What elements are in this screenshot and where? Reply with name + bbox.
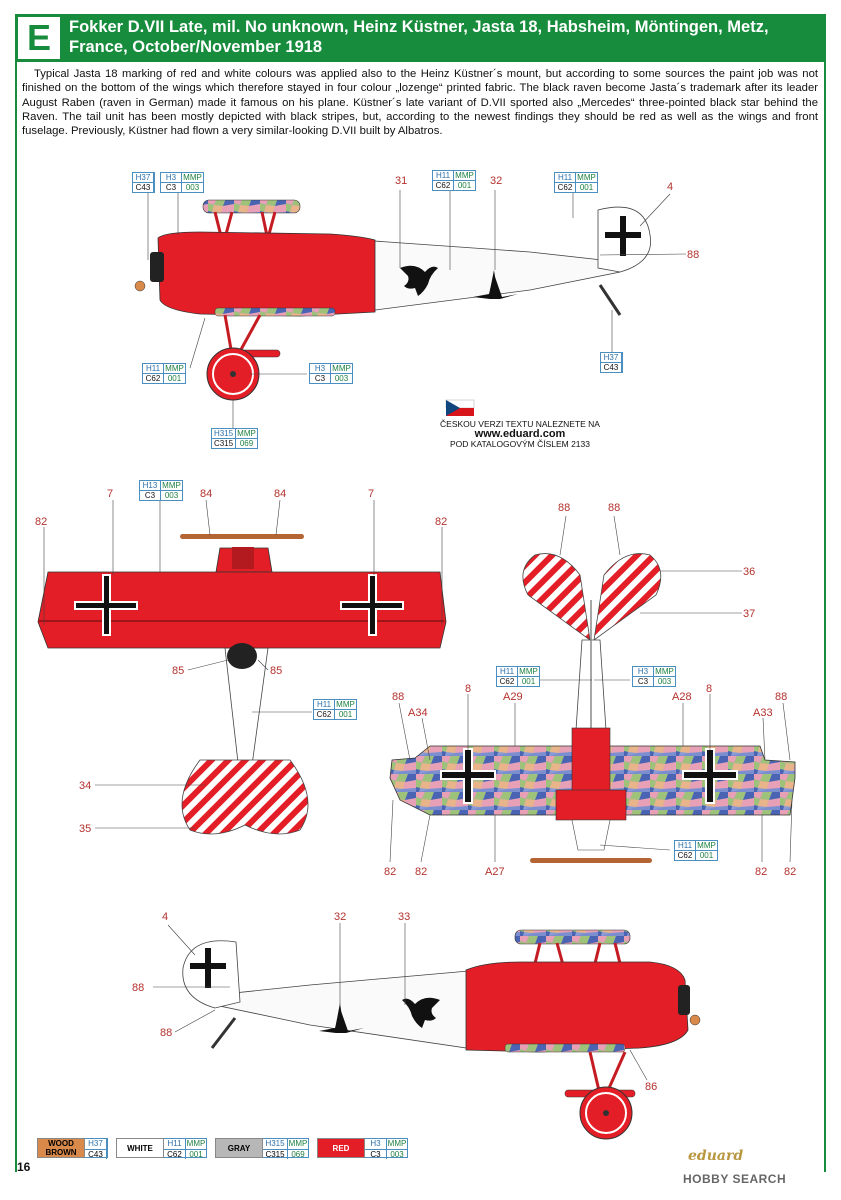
intro-text: Typical Jasta 18 marking of red and white colours was applied also to the Heinz Küstner´s mount, but according to some sources the paint job was not finished on the bottom of the wings which therefore stayed in four colour „lozenge“ printed fabric. The black raven become Jasta´s trademark after its leader August Raben (raven in German) made it famous on his plane. Küstner´s late variant of D.VII sported also „Mercedes“ three-pointed black star behind the Raven. The tail unit has been mostly depicted with black stripes, but, according to the newest findings they should be red as well as the wings and front fuselage. Previously, Küstner had flown a very similar-looking D.VII built by Albatros. (22, 68, 818, 138)
callout-85-left: 85 (172, 665, 185, 677)
callout-88-b1: 88 (132, 982, 145, 994)
callout-86: 86 (645, 1081, 658, 1093)
callout-82-b3: 82 (755, 866, 768, 878)
callout-7-left: 7 (107, 488, 114, 500)
legend-red: RED H3 MMP C3 003 (317, 1138, 408, 1158)
callout-88: 88 (687, 249, 700, 261)
callout-82-right: 82 (435, 516, 448, 528)
callout-a29: A29 (503, 691, 523, 703)
czech-line2: POD KATALOGOVÝM ČÍSLEM 2133 (450, 439, 590, 449)
top-view (38, 534, 446, 834)
paint-code-h37-c43: H37 C43 (132, 172, 155, 193)
page-number: 16 (17, 1160, 31, 1174)
side-view-right (183, 930, 700, 1139)
paint-code-h315-c315: H315 MMP C315 069 (211, 428, 258, 449)
paint-code-h3-c3-bottom: H3 MMP C3 003 (632, 666, 676, 687)
legend-gray: GRAY H315 MMP C315 069 (215, 1138, 309, 1158)
paint-code-h11-c62-b: H11 MMP C62 001 (554, 172, 598, 193)
hobbysearch-watermark: HOBBY SEARCH (683, 1172, 787, 1186)
callout-88-b2: 88 (160, 1027, 173, 1039)
czech-line1: ČESKOU VERZI TEXTU NALEZNETE NA (440, 419, 600, 429)
paint-code-h37-c43-skid: H37 C43 (600, 352, 623, 373)
legend-swatch: RED (317, 1138, 365, 1158)
callout-82-b4: 82 (784, 866, 797, 878)
callout-33: 33 (398, 911, 411, 923)
paint-code-h11-c62-top-fus: H11 MMP C62 001 (313, 699, 357, 720)
callout-88-wing-left: 88 (392, 691, 405, 703)
callout-8-left: 8 (465, 683, 472, 695)
callout-82-b2: 82 (415, 866, 428, 878)
callout-84-right: 84 (274, 488, 287, 500)
callout-34: 34 (79, 780, 92, 792)
eduard-logo: eduard (688, 1148, 744, 1164)
callout-a34: A34 (408, 707, 428, 719)
callout-37: 37 (743, 608, 756, 620)
czech-url[interactable]: www.eduard.com (474, 428, 566, 440)
czech-notice (420, 395, 620, 449)
callout-88-wing-right: 88 (775, 691, 788, 703)
paint-code-h3-c3-top: H3 MMP C3 003 (160, 172, 204, 193)
color-legend (37, 1138, 416, 1158)
callout-32: 32 (490, 175, 503, 187)
callout-35: 35 (79, 823, 92, 835)
legend-swatch: GRAY (215, 1138, 263, 1158)
side-view-left (135, 200, 651, 400)
callout-4: 4 (667, 181, 674, 193)
paint-code-h11-c62-bottom: H11 MMP C62 001 (496, 666, 540, 687)
profile-title: Fokker D.VII Late, mil. No unknown, Heinz Küstner, Jasta 18, Habsheim, Möntingen, Metz, France, October/November 1918 (69, 18, 769, 56)
callout-84-left: 84 (200, 488, 213, 500)
callout-85-right: 85 (270, 665, 283, 677)
callout-82-left: 82 (35, 516, 48, 528)
callout-a28: A28 (672, 691, 692, 703)
paint-code-h11-c62-nose: H11 MMP C62 001 (674, 840, 718, 861)
callout-a27: A27 (485, 866, 505, 878)
legend-white: WHITE H11 MMP C62 001 (116, 1138, 207, 1158)
profile-letter: E (18, 17, 60, 59)
paint-code-h3-c3-wheel: H3 MMP C3 003 (309, 363, 353, 384)
legend-swatch: WOOD BROWN (37, 1138, 85, 1158)
legend-wood-brown: WOOD BROWN H37 C43 (37, 1138, 108, 1158)
callout-88-tail-right: 88 (608, 502, 621, 514)
callout-7-right: 7 (368, 488, 375, 500)
callout-4-b: 4 (162, 911, 169, 923)
callout-82-b1: 82 (384, 866, 397, 878)
callout-88-tail-left: 88 (558, 502, 571, 514)
paint-code-h13-c3: H13 MMP C3 003 (139, 480, 183, 501)
callout-a33: A33 (753, 707, 773, 719)
paint-code-h11-c62-c: H11 MMP C62 001 (142, 363, 186, 384)
bottom-view (390, 554, 795, 863)
callout-36: 36 (743, 566, 756, 578)
callout-8-right: 8 (706, 683, 713, 695)
callout-32-b: 32 (334, 911, 347, 923)
legend-swatch: WHITE (116, 1138, 164, 1158)
paint-code-h11-c62-a: H11 MMP C62 001 (432, 170, 476, 191)
callout-31: 31 (395, 175, 408, 187)
